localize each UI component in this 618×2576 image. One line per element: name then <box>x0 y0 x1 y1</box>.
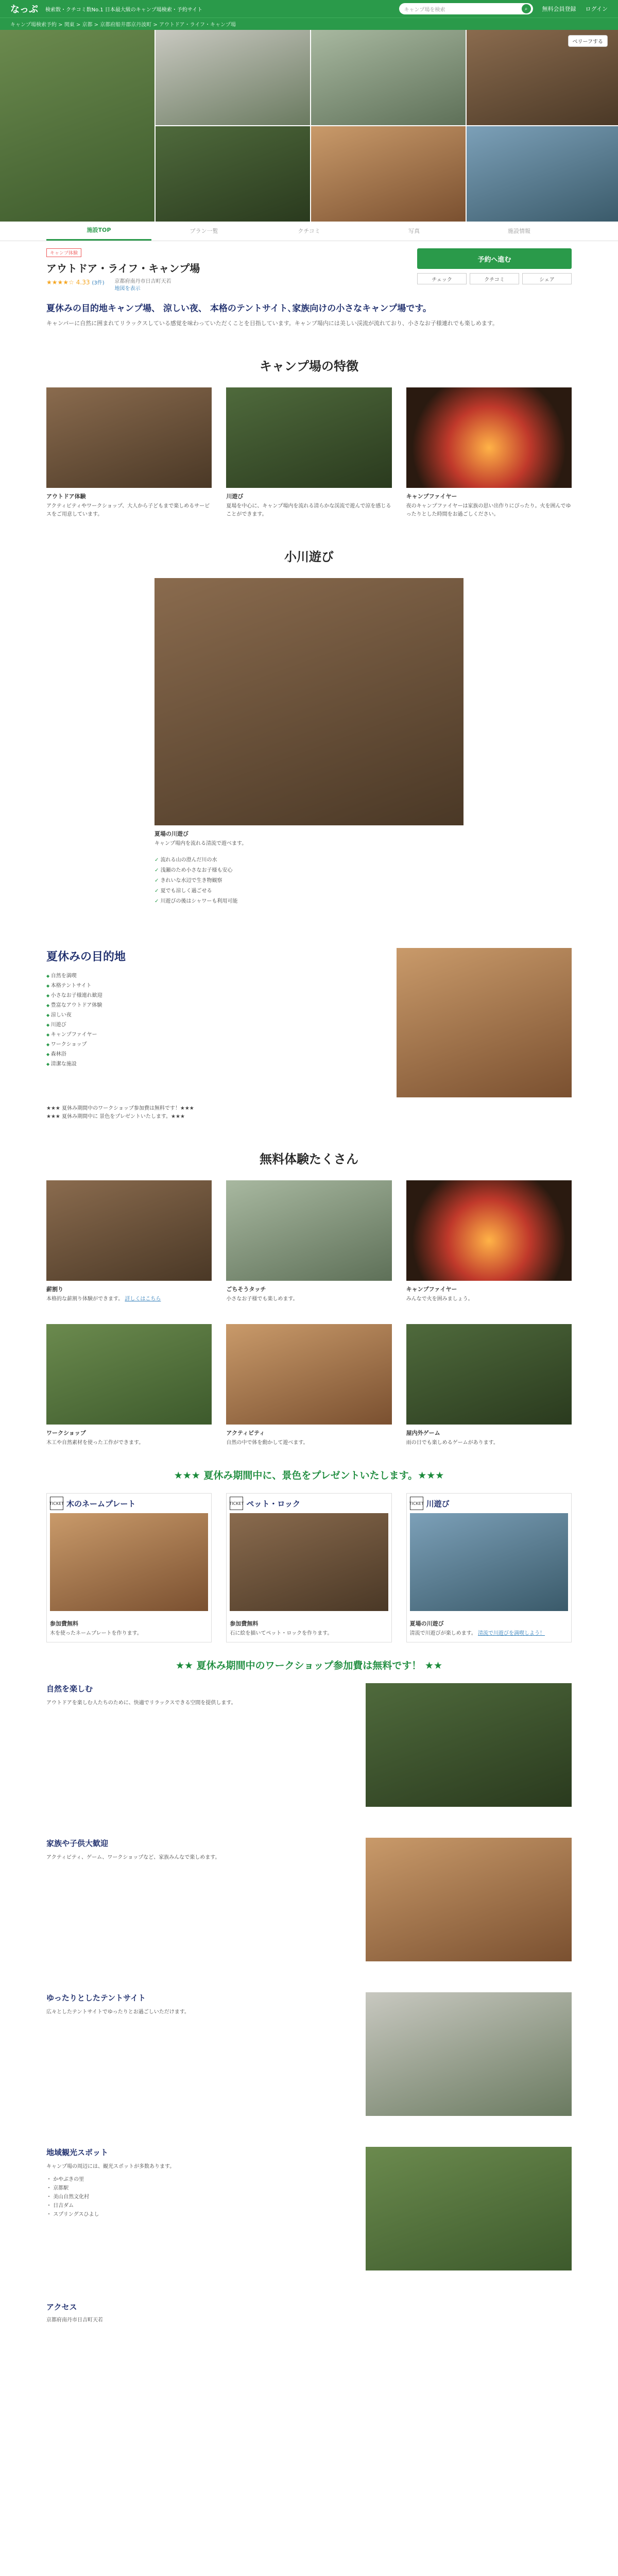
search-icon[interactable]: ⌕ <box>522 4 531 13</box>
experience-title: 薪割り <box>46 1286 63 1293</box>
feature-title: アウトドア体験 <box>46 493 86 500</box>
section-desc: アクティビティ、ゲーム、ワークショップなど、家族みんなで楽しめます。 <box>46 1855 220 1860</box>
feature-title: キャンプファイヤー <box>406 493 457 500</box>
experience-photo <box>226 1180 391 1281</box>
workshop-heading: ★★ 夏休み期間中のワークショップ参加費は無料です！ ★★ <box>176 1660 442 1671</box>
summer-heading: 夏休みの目的地 <box>46 951 126 963</box>
summer-list <box>46 971 381 1069</box>
section-photo <box>366 1838 572 1961</box>
section-photo <box>366 2147 572 2270</box>
map-link[interactable]: 地図を表示 <box>114 286 141 292</box>
access-heading: アクセス <box>46 2302 77 2312</box>
summer-item: ◆ 涼しい夜 <box>46 1010 381 1020</box>
gift-name: ペット・ロック <box>246 1499 301 1509</box>
river-desc: キャンプ場内を流れる清流で遊べます。 <box>154 841 247 846</box>
hero-photo[interactable] <box>156 126 310 222</box>
gift-subtitle: 参加費無料 <box>50 1620 78 1627</box>
feature-desc: 夜のキャンプファイヤーは家族の思い出作りにぴったり。火を囲んでゆったりとした時間をお過ごしください。 <box>406 503 571 517</box>
access-desc: 京都府南丹市日吉町天若 <box>46 2317 103 2323</box>
river-caption: 夏場の川遊び <box>154 831 188 837</box>
feature-photo <box>226 387 391 488</box>
check-item: ✓ きれいな水辺で生き物観察 <box>154 876 464 886</box>
river-checklist <box>154 855 464 907</box>
summer-item: ◆ 本格テントサイト <box>46 981 381 991</box>
experience-desc: 自然の中で体を動かして遊べます。 <box>226 1440 308 1446</box>
breadcrumb[interactable]: キャンプ場検索予約 > 関東 > 京都 > 京都府船井郡京丹波町 > アウトドア・ライフ・キャンプ場 <box>0 18 618 30</box>
feature-photo <box>406 387 572 488</box>
tab-plans[interactable]: プラン一覧 <box>190 227 218 234</box>
experience-desc: 雨の日でも楽しめるゲームがあります。 <box>406 1440 499 1446</box>
hero-photo[interactable] <box>467 126 618 222</box>
hero-photo-main[interactable] <box>0 30 154 222</box>
section-photo <box>366 1683 572 1807</box>
rating-value: 4.33 <box>76 279 90 286</box>
summer-section <box>46 948 572 1097</box>
check-item: ✓ 夏でも涼しく過ごせる <box>154 886 464 896</box>
review-count[interactable]: (3件) <box>92 280 105 286</box>
feature-card <box>226 387 391 519</box>
category-badge: キャンプ体験 <box>46 248 81 257</box>
experience-photo <box>406 1180 572 1281</box>
experience-title: ワークショップ <box>46 1430 86 1436</box>
check-button[interactable]: チェック <box>417 273 467 284</box>
gift-subtitle: 夏場の川遊び <box>409 1620 444 1627</box>
gift-card <box>226 1493 391 1642</box>
experience-title: キャンプファイヤー <box>406 1286 457 1293</box>
summer-item: ◆ 川遊び <box>46 1020 381 1030</box>
rating-stars: ★★★★☆ <box>46 279 74 286</box>
river-heading: 小川遊び <box>284 550 334 564</box>
river-photo <box>154 578 464 825</box>
section-title: 自然を楽しむ <box>46 1684 93 1693</box>
review-button[interactable]: クチコミ <box>470 273 519 284</box>
summer-item: ◆ 清潔な施設 <box>46 1059 381 1069</box>
experience-card <box>46 1180 212 1303</box>
hero-photo[interactable] <box>311 126 466 222</box>
address-block <box>115 278 171 293</box>
feature-row <box>46 1838 572 1961</box>
intro-text: キャンパーに自然に囲まれてリラックスしている感覚を味わっていただくことを目指しています。キャンプ場内には美しい渓流が流れており、小さなお子様連れでも楽しめます。 <box>46 320 499 327</box>
gift-card <box>46 1493 212 1642</box>
experience-photo <box>226 1324 391 1425</box>
summer-item: ◆ 自然を満喫 <box>46 971 381 981</box>
share-button[interactable]: シェア <box>522 273 572 284</box>
check-item: ✓ 川遊びの後はシャワーも利用可能 <box>154 896 464 907</box>
feature-row <box>46 2147 572 2270</box>
summer-item: ◆ 小さなお子様連れ歓迎 <box>46 991 381 1001</box>
search-input[interactable]: キャンプ場を検索 ⌕ <box>399 3 533 14</box>
ticket-icon: TICKET <box>50 1497 63 1510</box>
experience-grid-2 <box>46 1324 572 1447</box>
features-heading: キャンプ場の特徴 <box>260 359 358 374</box>
tab-photos[interactable]: 写真 <box>408 227 420 234</box>
page-title: アウトドア・ライフ・キャンプ場 <box>46 262 200 275</box>
gift-link[interactable]: 清流で川遊びを満喫しよう！ <box>478 1631 545 1636</box>
spot-item: ・ 京都駅 <box>46 2184 350 2193</box>
spot-item: ・ かやぶきの里 <box>46 2175 350 2184</box>
experience-card <box>406 1324 572 1447</box>
experience-link[interactable]: 詳しくはこちら <box>125 1296 161 1302</box>
experience-heading: 無料体験たくさん <box>260 1152 358 1166</box>
experience-photo <box>46 1324 212 1425</box>
favorite-button[interactable]: ベリーフする <box>568 35 608 47</box>
spot-item: ・ 日吉ダム <box>46 2201 350 2210</box>
experience-title: 屋内外ゲーム <box>406 1430 440 1436</box>
section-desc: キャンプ場の周辺には、観光スポットが多数あります。 <box>46 2164 175 2170</box>
feature-title: 川遊び <box>226 493 244 500</box>
address: 京都府南丹市日吉町天若 <box>114 279 171 284</box>
gift-name: 木のネームプレート <box>66 1499 136 1509</box>
page-tabs <box>0 221 618 241</box>
feature-photo <box>46 387 212 488</box>
feature-card <box>406 387 572 519</box>
experience-title: アクティビティ <box>226 1430 265 1436</box>
tab-reviews[interactable]: クチコミ <box>298 227 320 234</box>
section-desc: 広々としたテントサイトでゆったりとお過ごしいただけます。 <box>46 2009 190 2015</box>
section-photo <box>366 1992 572 2116</box>
gift-desc: 木を使ったネームプレートを作ります。 <box>50 1631 142 1636</box>
experience-card <box>226 1180 391 1303</box>
booking-box <box>417 248 572 293</box>
section-title: 家族や子供大歓迎 <box>46 1839 109 1848</box>
summer-item: ◆ ワークショップ <box>46 1040 381 1049</box>
book-button[interactable]: 予約へ進む <box>417 248 572 269</box>
summer-item: ◆ 豊富なアウトドア体験 <box>46 1001 381 1010</box>
hero-photo[interactable] <box>156 30 310 125</box>
experience-desc: 木工や自然素材を使った工作ができます。 <box>46 1440 144 1446</box>
experience-card <box>406 1180 572 1303</box>
title-block <box>46 248 200 293</box>
summer-note-1: ★★★ 夏休み期間中のワークショップ参加費は無料です！★★★ <box>46 1106 194 1111</box>
gift-photo <box>230 1513 388 1611</box>
river-section <box>154 578 464 907</box>
check-item: ✓ 流れる山の澄んだ川の水 <box>154 855 464 866</box>
experience-desc: みんなで火を囲みましょう。 <box>406 1296 473 1302</box>
summer-item: ◆ キャンプファイヤー <box>46 1030 381 1040</box>
tab-top[interactable]: 施設TOP <box>46 221 151 241</box>
tab-info[interactable]: 施設情報 <box>508 227 530 234</box>
feature-desc: 夏場を中心に、キャンプ場内を流れる清らかな渓流で遊んで涼を感じることができます。 <box>226 503 391 517</box>
gift-photo <box>50 1513 208 1611</box>
gift-heading: ★★★ 夏休み期間中に、景色をプレゼントいたします。★★★ <box>174 1470 444 1481</box>
site-logo[interactable]: なっぷ <box>10 4 38 15</box>
gift-desc <box>410 1630 568 1638</box>
section-desc: アウトドアを楽しむ人たちのために、快適でリラックスできる空間を提供します。 <box>46 1700 236 1706</box>
features-grid <box>46 387 572 519</box>
experience-card <box>226 1324 391 1447</box>
ticket-icon: TICKET <box>410 1497 423 1510</box>
site-tagline: 検索数・クチコミ数No.1 日本最大級のキャンプ場検索・予約サイト <box>45 7 203 13</box>
gift-desc: 石に絵を描いてペット・ロックを作ります。 <box>230 1631 333 1636</box>
register-link[interactable]: 無料会員登録 <box>542 6 576 12</box>
experience-photo <box>406 1324 572 1425</box>
feature-desc: アクティビティやワークショップ、大人から子どもまで楽しめるサービスをご用意しています。 <box>46 503 210 517</box>
ticket-icon: TICKET <box>230 1497 243 1510</box>
section-title: 地域観光スポット <box>46 2148 109 2157</box>
experience-text: 本格的な薪割り体験ができます。 <box>46 1296 124 1302</box>
experience-title: ごちそうタッチ <box>226 1286 266 1293</box>
section-title: ゆったりとしたテントサイト <box>46 1993 146 2003</box>
experience-desc: 小さなお子様でも楽しめます。 <box>226 1296 298 1302</box>
feature-row <box>46 1992 572 2116</box>
gift-card <box>406 1493 572 1642</box>
gift-subtitle: 参加費無料 <box>230 1620 259 1627</box>
summer-item: ◆ 森林浴 <box>46 1049 381 1059</box>
gift-text: 清流で川遊びが楽しめます。 <box>409 1631 476 1636</box>
summer-photo <box>397 948 572 1097</box>
gift-name: 川遊び <box>426 1499 450 1509</box>
feature-card <box>46 387 212 519</box>
experience-photo <box>46 1180 212 1281</box>
top-bar <box>0 0 618 18</box>
feature-row <box>46 1683 572 1807</box>
hero-gallery <box>0 30 618 221</box>
spot-list <box>46 2175 350 2219</box>
experience-grid-1 <box>46 1180 572 1303</box>
experience-desc <box>46 1295 212 1303</box>
lead-text: 夏休みの目的地キャンプ場、 涼しい夜、 本格のテントサイト､家族向けの小さなキャンプ場です。 <box>46 303 432 314</box>
login-link[interactable]: ログイン <box>585 6 608 12</box>
hero-photo[interactable] <box>311 30 466 125</box>
gift-grid <box>46 1493 572 1642</box>
spot-item: ・ スプリングスひよし <box>46 2210 350 2219</box>
summer-note-2: ★★★ 夏休み期間中に 景色をプレゼントいたします。★★★ <box>46 1114 185 1120</box>
spot-item: ・ 美山自然文化村 <box>46 2193 350 2201</box>
gift-photo <box>410 1513 568 1611</box>
check-item: ✓ 浅瀬のため小さなお子様も安心 <box>154 866 464 876</box>
experience-card <box>46 1324 212 1447</box>
